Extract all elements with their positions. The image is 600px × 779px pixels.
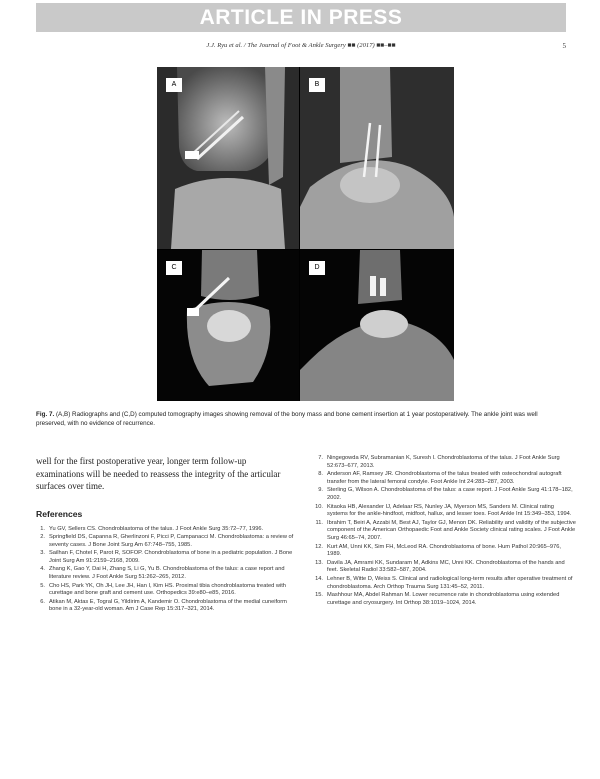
reference-number: 9. [318, 487, 323, 494]
reference-number: 5. [40, 582, 45, 589]
panel-label-d: D [309, 261, 325, 275]
right-column [314, 455, 576, 608]
reference-item [314, 471, 576, 486]
reference-item [36, 599, 296, 614]
reference-number: 1. [40, 525, 45, 532]
reference-number: 4. [40, 566, 45, 573]
radiograph-ap-image [157, 67, 299, 249]
figure-caption [36, 410, 566, 428]
panel-label-b: B [309, 78, 325, 92]
reference-item [36, 583, 296, 598]
reference-text: Atikan M, Aktas E, Togral G, Yildirim A, Kandemir O. Chondroblastoma of the medial cuneiform bone in a 32-year-old woman. Am J Case Rep 15:317–321, 2014. [49, 598, 287, 613]
page-number: 5 [562, 42, 566, 50]
reference-number: 3. [40, 550, 45, 557]
reference-number: 7. [318, 455, 323, 461]
reference-item [314, 504, 576, 519]
reference-item [314, 455, 576, 470]
running-head: J.J. Ryu et al. / The Journal of Foot & Ankle Surgery ■■ (2017) ■■–■■ [206, 42, 396, 49]
figure-panel-d [300, 250, 454, 401]
figure-panel-b [300, 67, 454, 249]
reference-text: Davila JA, Amrami KK, Sundaram M, Adkins MC, Unni KK. Chondroblastoma of the hands and feet. Skeletal Radiol 33:582–587, 2004. [327, 559, 565, 574]
reference-item [314, 592, 576, 607]
reference-item [314, 487, 576, 502]
reference-text: Springfield DS, Capanna R, Gherlinzoni F, Picci P, Campanacci M. Chondroblastoma: a review of seventy cases. J Bone Joint Surg Am 67:748–755, 1985. [49, 534, 294, 548]
reference-number: 15. [315, 592, 323, 599]
caption-label: Fig. 7. [36, 411, 55, 418]
reference-item [36, 550, 296, 565]
reference-text: Lehner B, Witte D, Weiss S. Clinical and radiological long-term results after operative treatment of chondroblastoma. Arch Orthop Trauma Surg 131:45–52, 2011. [327, 575, 573, 590]
radiograph-lateral-image [300, 67, 454, 249]
left-column [36, 455, 296, 615]
reference-text: Zhang K, Gao Y, Dai H, Zhang S, Li G, Yu B. Chondroblastoma of the talus: a case report and literature review. J Foot Ankle Surg 51:262–265, 2012. [49, 566, 285, 581]
body-paragraph: well for the first postoperative year, longer term follow-up examinations will be needed to reassess the integrity of the articular surfaces over time. [36, 456, 281, 491]
reference-text: Anderson AF, Ramsey JR. Chondroblastoma of the talus treated with osteochondral autograft transfer from the lateral femoral condyle. Foot Ankle Int 24:283–287, 2003. [327, 471, 562, 485]
reference-text: Kurt AM, Unni KK, Sim FH, McLeod RA. Chondroblastoma of bone. Hum Pathol 20:965–976, 1989. [327, 543, 561, 558]
figure-panel-a [157, 67, 299, 249]
reference-text: Kitaoka HB, Alexander IJ, Adelaar RS, Nunley JA, Myerson MS, Sanders M. Clinical rating systems for the ankle-hindfoot, midfoot, hallux, and lesser toes. Foot Ankle Int 15:349–353, 1994. [327, 503, 572, 518]
reference-text: Yu GV, Sellers CS. Chondroblastoma of the talus. J Foot Ankle Surg 35:72–77, 1996. [49, 525, 264, 532]
reference-item [314, 560, 576, 575]
reference-item [314, 544, 576, 559]
reference-number: 11. [315, 519, 323, 526]
reference-number: 2. [40, 534, 45, 541]
figure-7 [157, 67, 454, 401]
references-list-right [314, 455, 576, 607]
references-heading: References [36, 508, 83, 519]
reference-text: Ningegowda RV, Subramanian K, Suresh I. Chondroblastoma of the talus. J Foot Ankle Surg 52:673–677, 2013. [327, 455, 560, 469]
figure-panel-c [157, 250, 299, 401]
reference-number: 10. [315, 503, 323, 510]
references-list-left [36, 526, 296, 615]
reference-text: Cho HS, Park YK, Oh JH, Lee JH, Han I, Kim HS. Proximal tibia chondroblastoma treated with curettage and bone graft and cement use. Orthopedics 39:e80–e85, 2016. [49, 582, 286, 597]
article-in-press-banner: ARTICLE IN PRESS [36, 3, 566, 32]
panel-label-c: C [166, 261, 182, 275]
reference-text: Ibrahim T, Beiri A, Azzabi M, Best AJ, Taylor GJ, Menon DK. Reliability and validity of the subjective component of the American Orthopaedic Foot and Ankle Society clinical rating scales. J Foot Ankle Surg 46:65–74, 2007. [327, 519, 576, 541]
reference-item [314, 520, 576, 543]
reference-number: 13. [315, 559, 323, 566]
reference-text: Sterling G, Wilson A. Chondroblastoma of the talus: a case report. J Foot Ankle Surg 41:178–182, 2002. [327, 487, 573, 501]
reference-item [36, 534, 296, 549]
caption-text: (A,B) Radiographs and (C,D) computed tomography images showing removal of the bony mass and bone cement insertion at 1 year postoperatively. The ankle joint was well preserved, with no evidence of recurrence. [36, 411, 538, 427]
reference-item [36, 526, 296, 534]
panel-label-a: A [166, 78, 182, 92]
reference-text: Mashhour MA, Abdel Rahman M. Lower recurrence rate in chondroblastoma using extended curettage and cryosurgery. Int Orthop 38:1019–1024, 2014. [327, 592, 560, 606]
reference-item [314, 576, 576, 591]
reference-number: 14. [315, 575, 323, 582]
reference-number: 12. [315, 543, 323, 550]
reference-text: Sailhan F, Chotel F, Parot R, SOFOP. Chondroblastoma of bone in a pediatric population. J Bone Joint Surg Am 91:2159–2168, 2009. [49, 550, 293, 564]
reference-item [36, 566, 296, 581]
reference-number: 8. [318, 471, 323, 478]
reference-number: 6. [40, 598, 45, 605]
